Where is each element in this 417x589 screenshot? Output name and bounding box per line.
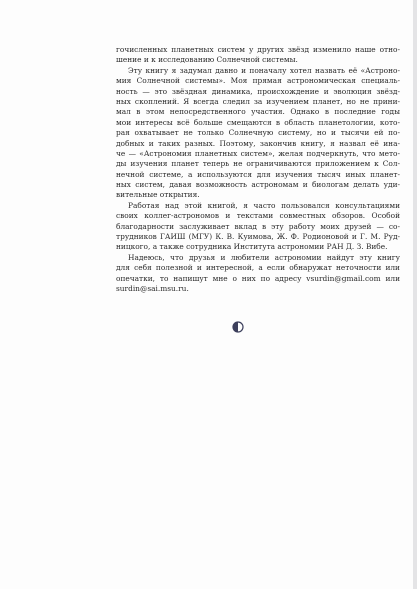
text-line: трудников ГАИШ (МГУ) К. В. Куимова, Ж. Ф. Родионовой и Г. М. Руд- <box>116 232 400 242</box>
text-line: шение и к исследованию Солнечной системы. <box>116 55 298 65</box>
text-line: ных скоплений. Я всегда следил за изучением планет, но не прини- <box>116 96 400 106</box>
paragraph <box>116 66 400 201</box>
text-line: ницкого, а также сотрудника Института астрономии РАН Д. З. Вибе. <box>116 242 388 252</box>
text-line: Работая над этой книгой, я часто пользовался консультациями <box>128 200 400 210</box>
text-line: ность — это звёздная динамика, происхождение и эволюция звёзд- <box>116 86 400 96</box>
text-line: surdin@sai.msu.ru. <box>116 283 189 293</box>
text-line: добных и таких разных. Поэтому, закончив книгу, я назвал её ина- <box>116 138 400 148</box>
paragraph <box>116 45 400 66</box>
text-line: рая охватывает не только Солнечную систему, но и тысячи ей по- <box>116 128 400 138</box>
text-line: мои интересы всё больше смещаются в область планетологии, кото- <box>116 117 400 127</box>
text-line: мал в этом непосредственного участия. Однако в последние годы <box>116 107 400 117</box>
text-line: Эту книгу я задумал давно и поначалу хотел назвать её «Астроно- <box>128 65 400 75</box>
paragraph <box>116 253 400 295</box>
half-moon-icon <box>232 321 244 333</box>
text-line: ды изучения планет теперь не ограничиваются приложением к Сол- <box>116 159 400 169</box>
text-line: благодарности заслуживает вклад в эту работу моих друзей — со- <box>116 221 400 231</box>
body-text <box>116 45 400 294</box>
text-line: Надеюсь, что друзья и любители астрономии найдут эту книгу <box>128 252 400 262</box>
text-line: гочисленных планетных систем у других звёзд изменило наше отно- <box>116 45 400 54</box>
text-line: для себя полезной и интересной, а если обнаружат неточности или <box>116 263 400 273</box>
text-line: ных систем, давая возможность астрономам и биологам делать уди- <box>116 180 400 190</box>
paragraph <box>116 201 400 253</box>
page-edge <box>413 0 417 589</box>
text-line: че — «Астрономия планетных систем», желая подчеркнуть, что мето- <box>116 148 400 158</box>
text-line: вительные открытия. <box>116 190 200 200</box>
text-line: мия Солнечной системы». Моя прямая астрономическая специаль- <box>116 76 400 86</box>
text-line: нечной системе, а используются для изучения тысяч иных планет- <box>116 169 400 179</box>
text-line: опечатки, то напишут мне о них по адресу vsurdin@gmail.com или <box>116 273 400 283</box>
text-line: своих коллег-астрономов и текстами совместных обзоров. Особой <box>116 211 400 221</box>
